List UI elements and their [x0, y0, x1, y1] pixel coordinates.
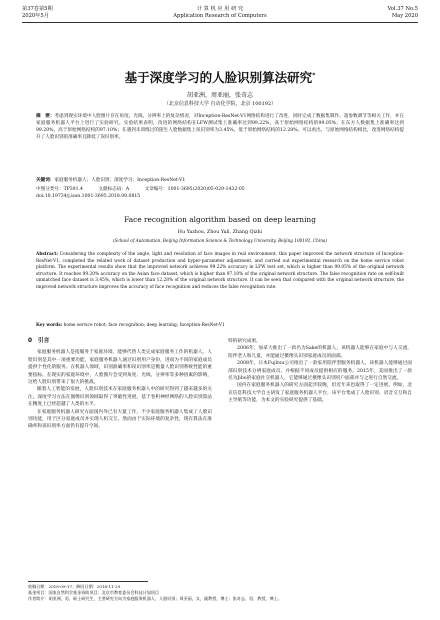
body-paragraph: 家庭服务机器人是指服务于家庭环境、能够代替人类完成家庭服务工作的机器人。人脸识别是其中一项重要功能，家庭服务机器人通过识别用户身份，进而为不同的家庭成员提供个性化的服务。在机器人领域，识别准确率和误识别率是衡量人脸识别系统性能的重要指标。在现实的家庭环境中，人脸图片会受到角度、光线、分辨率等多种因素的影响，这给人脸识别带来了很大的挑战。 [28, 350, 212, 386]
clc-number: 中图分类号：TP391.4 [36, 187, 83, 192]
header-date-line: 2020年5月 [22, 13, 49, 19]
header-journal-en: Application Research of Computers [173, 13, 267, 19]
header-journal [22, 6, 418, 20]
body-column-right [228, 338, 412, 405]
abstract-text: 考虑到现实环境中人脸图片存在角度、光线、分辨率上的复杂情况，对Inception-ResNet-V1网络结构进行了改进，同时完成了数据集制作、超参数调节等相关工作，并在家庭服务机器人平台上进行了实验研究。实验结果表明，改进的网络结构在LFW测试集上准确率达到99.22%，高于原始网络结构的99.05%；在东方人数据集上准确率达到99.20%，高于原始网络结构的97.10%；在遇到未训练过的陌生人脸数据集上误识别率为3.45%，低于原始网络结构的12.28%。可以看出，与原始网络结构相比，改进网络结构提升了人脸识别的准确率且降低了误识别率。 [36, 114, 404, 141]
body-column-left [28, 338, 212, 431]
paper-title-text: 基于深度学习的人脸识别算法研究 [124, 70, 313, 85]
abstract-cn [36, 113, 404, 141]
keywords-label: 关键词： [36, 178, 55, 183]
footnote [28, 581, 412, 602]
paper-title [20, 68, 420, 86]
footnote-rule [28, 581, 148, 582]
keywords-en-text: home service robot; face recognition; deep learning; Inception-ResNet-V1 [63, 323, 225, 328]
header-date-en-line: May 2020 [391, 13, 418, 19]
abstract-label: 摘 要： [36, 114, 55, 119]
paper-affiliation: （北京信息科技大学 自动化学院，北京 100192） [163, 101, 277, 107]
body-paragraph: 国内在家庭服务机器人的研究方面起步较晚，但近年来也取得了一定进展。例如，北京信息科技大学自主研发了家庭服务机器人平台，该平台集成了人脸识别、语音交互和自主导航等功能，为本文的实验研究提供了基础。 [228, 383, 412, 404]
body-paragraph: 随着人工智能的发展，人脸识别技术在家庭服务机器人中的研究得到了越来越多的关注。深度学习方法在图像识别领域取得了突破性进展，基于卷积神经网络的人脸识别算法在精度上已经超越了人类的水平。 [28, 387, 212, 408]
header-volume-line: 第37卷第5期 [22, 6, 53, 12]
article-number: 文章编号：1001-3695(2020)05-029-1432-05 [144, 187, 245, 192]
doc-code: 文献标志码：A [98, 187, 130, 192]
body-paragraph: 2006年，加拿大推出了一款名为Sake的机器人，该机器人能够在家庭中与人交流、陪伴老人和儿童，并能通过摄像头识别家庭成员的面部。 [228, 346, 412, 359]
keywords-en-label: Key words: [36, 323, 63, 328]
header-volume-en [388, 6, 418, 20]
section-heading: 0 引言 [28, 338, 50, 344]
title-footnote-mark: * [312, 71, 316, 79]
body-paragraph: 特的研究成果。 [228, 339, 261, 344]
keywords-cn [36, 177, 404, 183]
footnote-fund: 基金项目：国家自然科学基金资助项目；北京市教育委员会科技计划项目 [28, 590, 159, 595]
english-authors: Hu Yazhou, Zhou Yali, Zhang Qizhi [177, 230, 263, 235]
article-meta [36, 186, 404, 200]
body-paragraph: 2008年，日本Fujitsu公司推出了一款家用陪伴型服务机器人，该机器人能够通过面部识别技术分辨家庭成员，并根据不同成员提供相应的服务。2015年，美国推出了一款名为Jibo的家庭社交机器人，它能够通过摄像头识别用户面部并与之进行自然交流。 [228, 361, 412, 382]
abstract-en-label: Abstract: [36, 252, 58, 257]
english-affiliation: (School of Automation, Beijing Information Science & Technology University, Beijing 100192, China) [112, 238, 328, 243]
running-header [22, 6, 418, 28]
header-rule [22, 22, 418, 23]
abstract-en-text: Considering the complexity of the angle, light and resolution of face images in real environment, this paper improved the network structure of Inception-ResNet-V1, completed the related work of dataset production and hyper-parameter adjustment, and carried out experimental research on the home service robot platform. The experimental results show that the improved network achieves 99.22% accuracy in LFW test set, which is higher than 99.05% of the original network structure. It reaches 99.20% accuracy on the Asian face dataset, which is higher than 97.10% of the original network structure. The false recognition rate on self-built unmatched face dataset is 3.45%, which is lower than 12.28% of the original network structure. It can be seen that compared with the original network structure, the improved network structure improves the accuracy of face recognition and reduces the false recognition rate. [36, 252, 404, 290]
footnote-received: 收稿日期：2018-09-17；修回日期：2018-11-29 [28, 584, 121, 589]
footnote-bio: 作者简介：胡亚洲，男，硕士研究生，主要研究方向为家庭服务机器人、人脸识别；周亚丽，女，副教授，博士；张奇志，男，教授，博士。 [28, 596, 282, 601]
english-title: Face recognition algorithm based on deep learning [124, 215, 316, 224]
doi: doi:10.19734/j.issn.1001-3695.2018.09.0815 [36, 194, 141, 199]
keywords-text: 家庭服务机器人；人脸识别；深度学习；Inception-ResNet-V1 [54, 178, 186, 183]
header-volume-en-line: Vol.37 No.5 [387, 6, 418, 12]
keywords-en [36, 323, 404, 328]
abstract-en [36, 252, 404, 292]
header-journal-cn: 计 算 机 应 用 研 究 [196, 6, 244, 12]
paper-authors: 胡亚洲，周亚丽，张奇志 [186, 92, 253, 99]
body-paragraph: 在家庭服务机器人研究方面国内外已有大量工作，不少家庭服务机器人集成了人脸识别功能，用于区分家庭成员并实现人机交互。然而由于实际环境的复杂性，现有算法在准确率和误识别率方面仍有提升空间。 [28, 409, 212, 430]
